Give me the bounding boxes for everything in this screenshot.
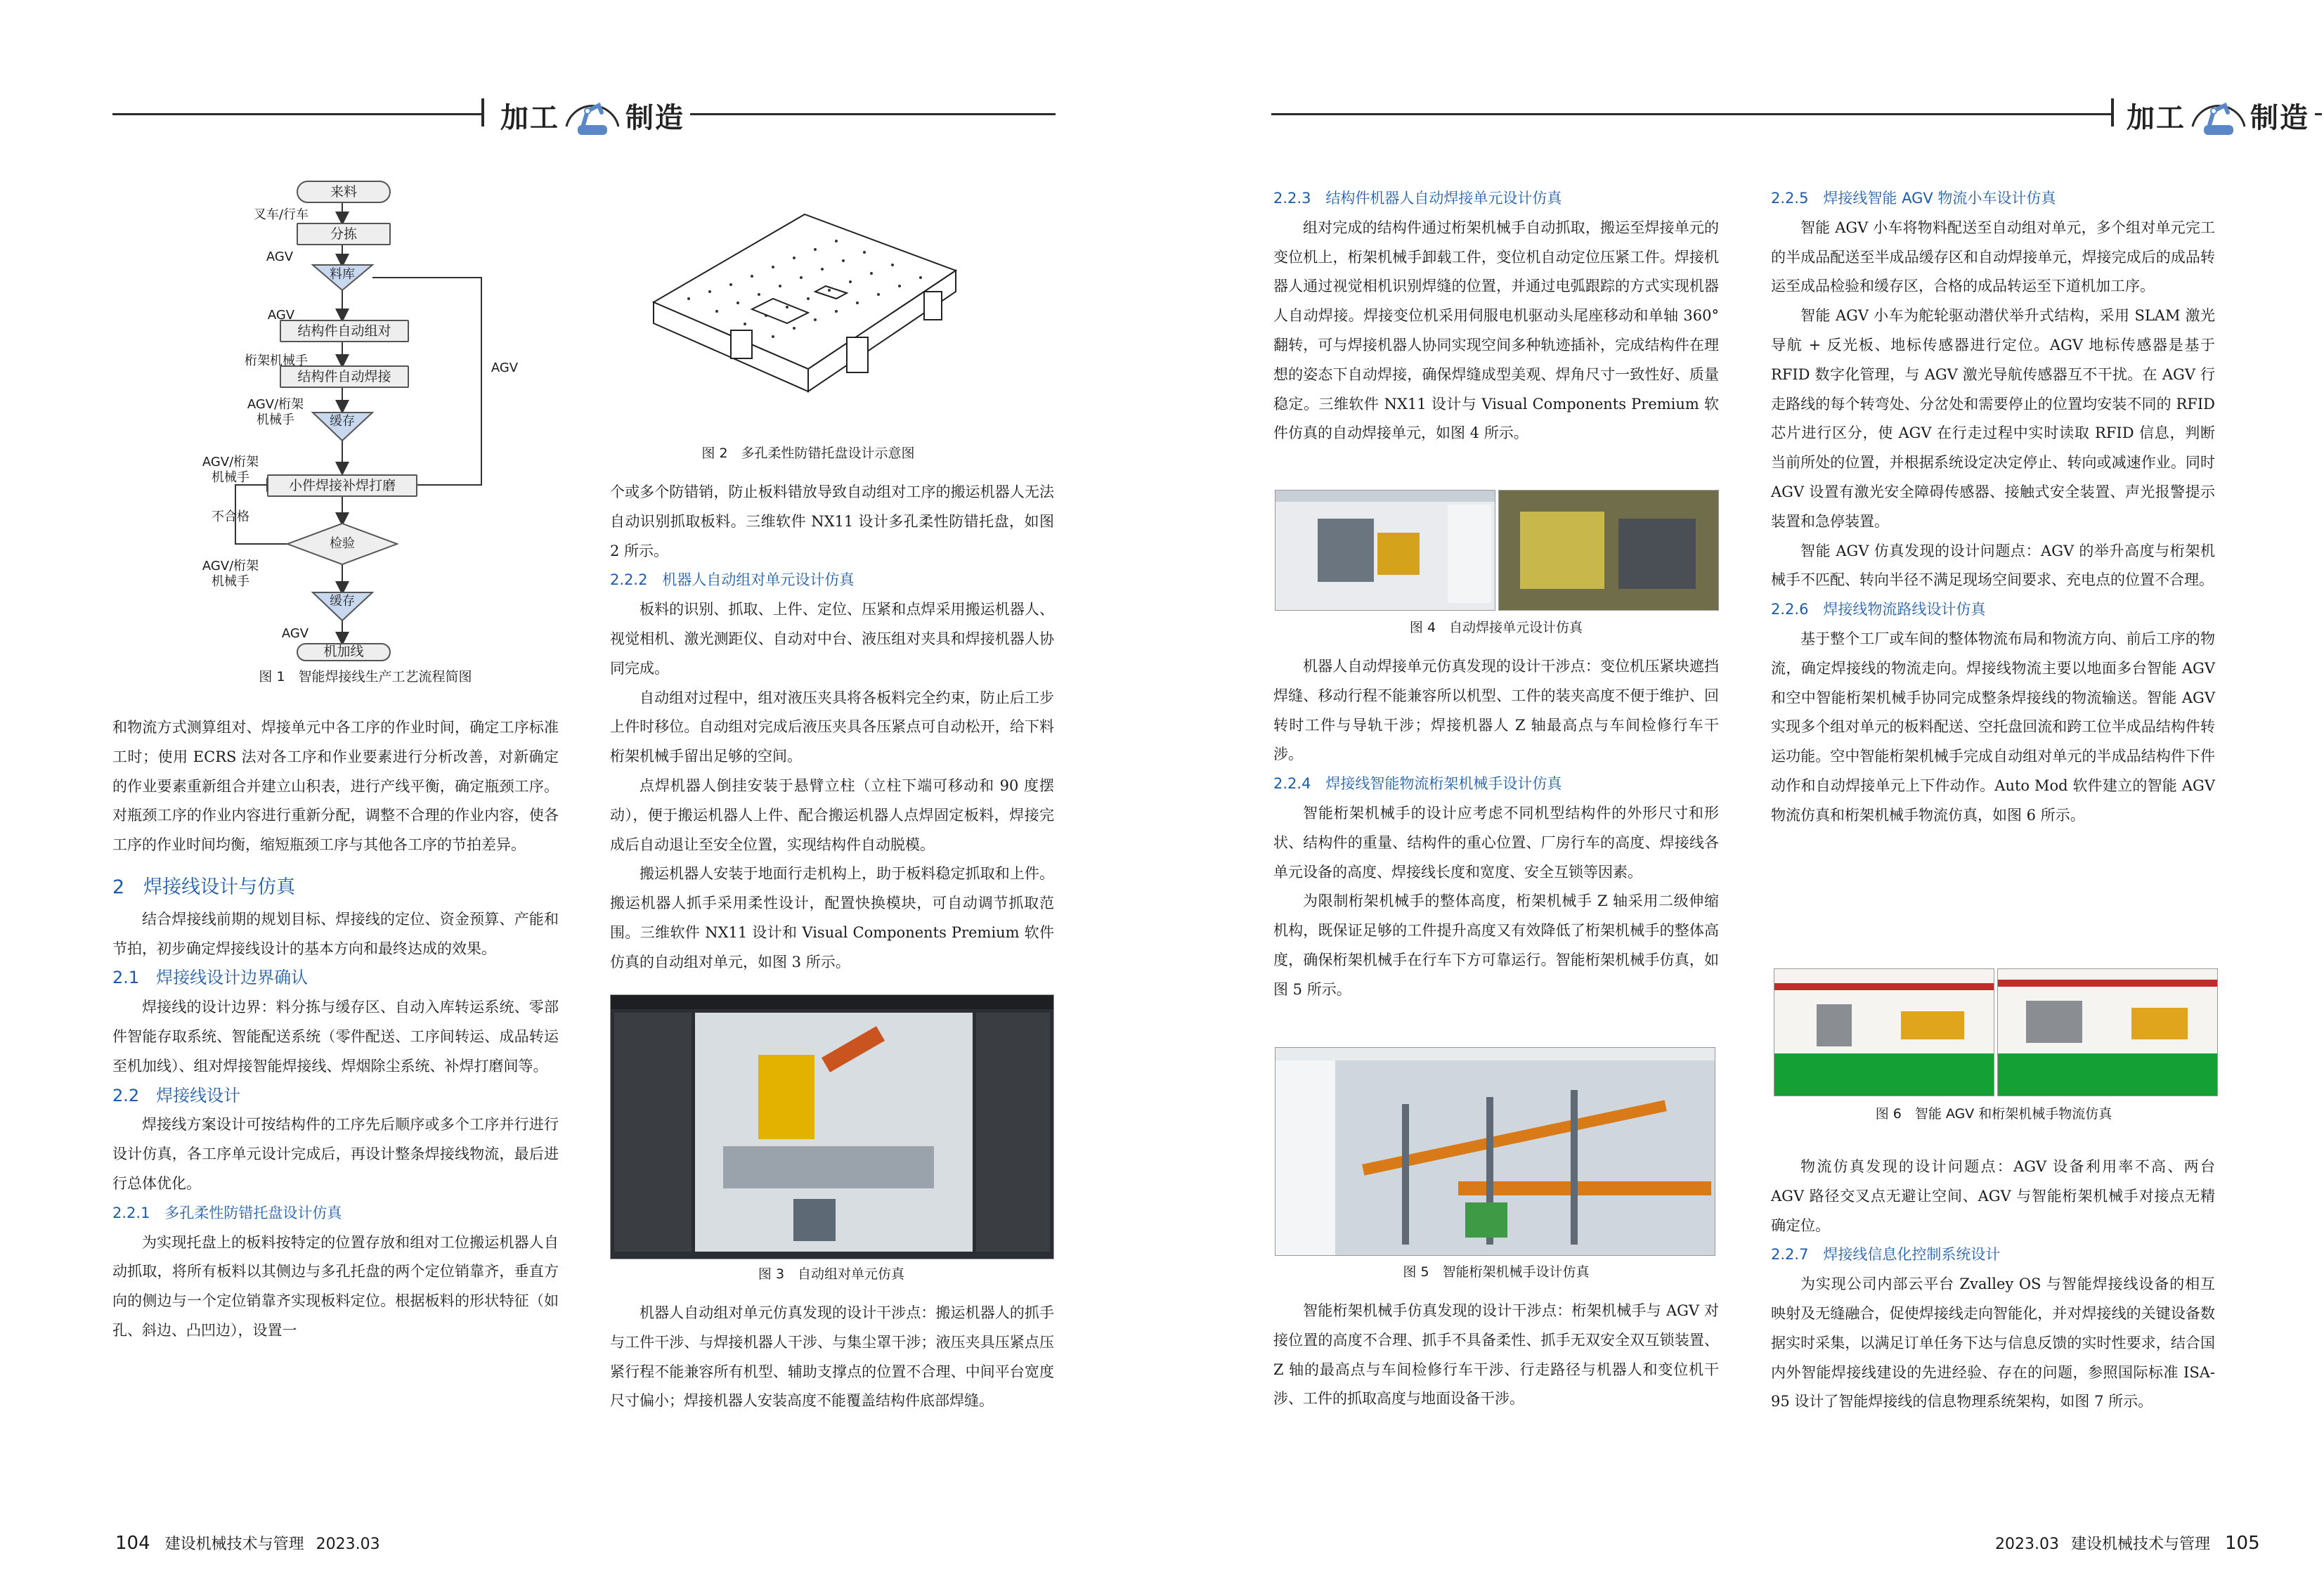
paragraph: 为实现托盘上的板料按特定的位置存放和组对工位搬运机器人自动抓取，将所有板料以其侧边与多孔托盘的两个定位销靠齐，垂直方向的侧边与一个定位销靠齐实现板料定位。根据板料的形状特征（如孔、斜边、凸凹边），设置一	[112, 1233, 559, 1339]
fig3-3d-view	[695, 1013, 973, 1252]
right-column-4-bottom	[1771, 1153, 2215, 1417]
heading-2-2-7: 2.2.7 焊接线信息化控制系统设计	[1771, 1246, 2001, 1264]
paragraph: 个或多个防错销，防止板料错放导致自动组对工序的搬运机器人无法自动识别抓取板料。三维软件 NX11 设计多孔柔性防错托盘，如图 2 所示。	[610, 484, 1054, 559]
fig3-robot-arm	[822, 1026, 885, 1072]
paragraph: 焊接线的设计边界：料分拣与缓存区、自动入库转运系统、零部件智能存取系统、智能配送系统（零件配送、工序间转运、成品转运至机加线）、组对焊接智能焊接线、焊烟除尘系统、补焊打磨间等。	[112, 999, 559, 1075]
header-word-manufacturing: 制造	[2250, 102, 2309, 134]
label-agv-3: AGV	[281, 626, 309, 641]
node-small-part-welding: 小件焊接补焊打磨	[267, 474, 417, 497]
paragraph: 智能桁架机械手的设计应考虑不同机型结构件的外形尺寸和形状、结构件的重量、结构件的重心位置、厂房行车的高度、焊接线各单元设备的高度、焊接线长度和宽度、安全互锁等因素。	[1273, 804, 1719, 881]
right-page	[1162, 0, 2324, 1577]
figure-6-left-render	[1774, 968, 1994, 1096]
heading-2-2-2: 2.2.2 机器人自动组对单元设计仿真	[610, 571, 855, 589]
figure-2-caption: 图 2 多孔柔性防错托盘设计示意图	[701, 446, 915, 461]
fig6-agv	[2131, 1008, 2188, 1039]
fig6-red-beam	[1998, 980, 2217, 987]
fig3-tree-panel	[614, 1013, 692, 1252]
fig6-floor	[1998, 1053, 2217, 1096]
footer-left	[105, 1532, 380, 1554]
node-incoming: 来料	[297, 181, 391, 203]
figure-3-caption: 图 3 自动组对单元仿真	[758, 1266, 905, 1282]
left-column-2-bottom	[610, 1299, 1054, 1416]
node-auto-assembly: 结构件自动组对	[280, 320, 409, 342]
right-column-3-top	[1273, 184, 1719, 448]
journal-name: 建设机械技术与管理	[2070, 1536, 2210, 1553]
right-column-3-bottom	[1273, 1297, 1719, 1414]
fig3-toolbar	[611, 995, 1053, 1009]
header-word-manufacturing: 制造	[625, 102, 684, 134]
figure-1-caption: 图 1 智能焊接线生产工艺流程简图	[259, 669, 472, 684]
paragraph: 板料的识别、抓取、上件、定位、压紧和点焊采用搬运机器人、视觉相机、激光测距仪、自动对中台、液压组对夹具和焊接机器人协同完成。	[610, 601, 1054, 677]
fig5-tree	[1275, 1060, 1335, 1255]
paragraph: 焊接线方案设计可按结构件的工序先后顺序或多个工序并行进行设计仿真，各工序单元设计完成后，再设计整条焊接线物流，最后进行总体优化。	[112, 1116, 559, 1192]
header-rule-left	[112, 113, 481, 115]
heading-2-1: 2.1 焊接线设计边界确认	[112, 968, 309, 988]
flowchart-figure-1	[155, 179, 576, 657]
heading-2-2-4: 2.2.4 焊接线智能物流桁架机械手设计仿真	[1273, 775, 1562, 793]
label-agv-2: AGV	[267, 308, 295, 323]
fig5-toolbar	[1275, 1048, 1715, 1060]
fig4-toolbar	[1275, 491, 1495, 502]
header-rule-right	[2315, 113, 2322, 115]
figure-4-left-screenshot	[1275, 490, 1495, 611]
node-buffer-label-1: 缓存	[330, 414, 355, 429]
label-agv-gantry-1: AGV/桁架 机械手	[247, 397, 304, 427]
footer-right	[1995, 1532, 2270, 1554]
heading-2-2: 2.2 焊接线设计	[112, 1085, 241, 1105]
header-tick	[481, 98, 484, 126]
paragraph: 组对完成的结构件通过桁架机械手自动抓取，搬运至焊接单元的变位机上，桁架机械手卸载工件，变位机自动定位压紧工件。焊接机器人通过视觉相机识别焊缝的位置，并通过电弧跟踪的方式实现机器人自动焊接。焊接变位机采用伺服电机驱动头尾座移动和单轴 360° 翻转，可与焊接机器人协同实现空间多种轨迹插补，完成结构件在理想的姿态下自动焊接，确保焊缝成型美观、焊角尺寸一致性好、质量稳定。三维软件 NX11 设计与 Visual Components Premium 软件仿真的自动焊接单元，如图 4 所示。	[1273, 219, 1719, 442]
figure-5-caption: 图 5 智能桁架机械手设计仿真	[1403, 1264, 1590, 1280]
fig4-render-robot	[1618, 519, 1696, 589]
issue: 2023.03	[1995, 1536, 2059, 1553]
figure-3-screenshot	[610, 994, 1054, 1259]
paragraph: 机器人自动焊接单元仿真发现的设计干涉点：变位机压紧块遮挡焊缝、移动行程不能兼容所以机型、工件的装夹高度不便于维护、回转时工件与导轨干涉；焊接机器人 Z 轴最高点与车间检修行车干涉。	[1273, 658, 1719, 763]
fig5-agv	[1465, 1202, 1507, 1238]
heading-2-2-6: 2.2.6 焊接线物流路线设计仿真	[1771, 601, 1986, 618]
node-machining-line: 机加线	[297, 643, 391, 661]
paragraph: 和物流方式测算组对、焊接单元中各工序的作业时间，确定工序标准工时；使用 ECRS 法对各工序和作业要素进行分析改善，对新确定的作业要素重新组合并建立山积表，进行产线平衡，确定瓶颈工序。对瓶颈工序的作业内容进行重新分配，调整不合理的作业内容，使各工序的作业时间均衡，缩短瓶颈工序与其他各工序的节拍差异。	[112, 719, 559, 854]
figure-6-caption: 图 6 智能 AGV 和桁架机械手物流仿真	[1875, 1106, 2112, 1122]
fig3-robot	[758, 1055, 814, 1139]
paragraph: 智能 AGV 仿真发现的设计问题点：AGV 的举升高度与桁架机械手不匹配、转向半径不满足现场空间要求、充电点的位置不合理。	[1771, 542, 2215, 589]
fig4-panel	[1448, 505, 1491, 603]
paragraph: 机器人自动组对单元仿真发现的设计干涉点：搬运机器人的抓手与工件干涉、与焊接机器人干涉、与集尘罩干涉；液压夹具压紧点压紧行程不能兼容所有机型、辅助支撑点的位置不合理、中间平台宽度尺寸偏小；焊接机器人安装高度不能覆盖结构件底部焊缝。	[610, 1304, 1054, 1410]
fig6-red-beam	[1774, 983, 1994, 990]
header-word-processing: 加工	[2127, 102, 2186, 134]
fig3-platform	[723, 1146, 934, 1188]
fig5-pillar	[1402, 1104, 1409, 1245]
fig6-machine	[1817, 1004, 1852, 1046]
node-inspection-label: 检验	[330, 536, 355, 551]
header-rule-left	[1271, 113, 2111, 115]
fig4-machine	[1318, 519, 1374, 582]
page-number: 105	[2225, 1533, 2260, 1554]
left-column-2-top	[610, 478, 1054, 978]
label-agv-1: AGV	[266, 249, 294, 264]
node-buffer-label-2: 缓存	[330, 594, 355, 609]
paragraph: 结合焊接线前期的规划目标、焊接线的定位、资金预算、产能和节拍，初步确定焊接线设计的基本方向和最终达成的效果。	[112, 910, 559, 957]
right-column-3-middle	[1273, 652, 1719, 1005]
fig6-agv	[1901, 1011, 1964, 1039]
paragraph: 智能 AGV 小车将物料配送至自动组对单元，多个组对单元完工的半成品配送至半成品缓存区和自动焊接单元，焊接完成后的成品转运至成品检验和缓存区，合格的成品转运至下道机加工序。	[1771, 219, 2215, 295]
header-word-processing: 加工	[500, 102, 559, 134]
fig3-properties-panel	[976, 1013, 1050, 1252]
figure-6-right-render	[1997, 968, 2218, 1096]
node-sorting: 分拣	[297, 223, 391, 245]
label-forklift: 叉车/行车	[253, 207, 309, 222]
robot-arm-logo-icon	[562, 84, 623, 145]
label-agv-gantry-2: AGV/桁架 机械手	[202, 455, 259, 485]
paragraph: 为限制桁架机械手的整体高度，桁架机械手 Z 轴采用二级伸缩机构，既保证足够的工件提升高度又有效降低了桁架机械手的整体高度，确保桁架机械手在行车下方可靠运行。智能桁架机械手仿真，如图 5 所示。	[1273, 893, 1719, 998]
label-agv-loop: AGV	[491, 361, 519, 375]
fig3-gizmo	[793, 1199, 836, 1241]
fig5-track	[1458, 1181, 1711, 1195]
right-column-4-top	[1771, 184, 2215, 831]
node-auto-welding: 结构件自动焊接	[280, 365, 409, 388]
node-storage-label: 料库	[330, 267, 355, 282]
label-unqualified: 不合格	[212, 510, 249, 524]
paragraph: 搬运机器人安装于地面行走机构上，助于板料稳定抓取和上件。搬运机器人抓手采用柔性设计，配置快换模块，可自动调节抓取范围。三维软件 NX11 设计和 Visual Components Premium 软件仿真的自动组对单元，如图 3 所示。	[610, 865, 1054, 971]
heading-2-2-3: 2.2.3 结构件机器人自动焊接单元设计仿真	[1273, 190, 1562, 207]
paragraph: 点焊机器人倒挂安装于悬臂立柱（立柱下端可移动和 90 度摆动），便于搬运机器人上件、配合搬运机器人点焊固定板料，焊接完成后自动退让至安全位置，实现结构件自动脱模。	[610, 777, 1054, 853]
header-rule-right	[690, 113, 1056, 115]
paragraph: 自动组对过程中，组对液压夹具将各板料完全约束，防止后工步上件时移位。自动组对完成后液压夹具各压紧点可自动松开，给下料桁架机械手留出足够的空间。	[610, 689, 1054, 765]
figure-2-pallet-drawing	[647, 186, 963, 418]
figure-4-right-render	[1498, 490, 1719, 611]
left-column-1	[112, 713, 559, 1346]
heading-section-2: 2 焊接线设计与仿真	[112, 876, 296, 898]
header-tick	[2111, 98, 2114, 126]
pallet-drawing-icon	[647, 186, 963, 418]
label-agv-gantry-3: AGV/桁架 机械手	[202, 559, 259, 589]
figure-4-caption: 图 4 自动焊接单元设计仿真	[1409, 620, 1583, 635]
paragraph: 基于整个工厂或车间的整体物流布局和物流方向、前后工序的物流，确定焊接线的物流走向。焊接线物流主要以地面多台智能 AGV 和空中智能桁架机械手协同完成整条焊接线的物流输送。智能 AGV 实现多个组对单元的板料配送、空托盘回流和跨工位半成品结构件转运功能。空中智能桁架机械手完成自动组对单元的半成品结构件下件动作和自动焊接单元上下件动作。Auto Mod 软件建立的智能 AGV 物流仿真和桁架机械手物流仿真，如图 6 所示。	[1771, 630, 2215, 824]
robot-arm-logo-icon	[2188, 84, 2249, 145]
paragraph: 为实现公司内部云平台 Zvalley OS 与智能焊接线设备的相互映射及无缝融合，促使焊接线走向智能化，并对焊接线的关键设备数据实时采集，以满足订单任务下达与信息反馈的实时性要求，结合国内外智能焊接线建设的先进经验、存在的问题，参照国际标准 ISA-95 设计了智能焊接线的信息物理系统架构，如图 7 所示。	[1771, 1276, 2215, 1410]
paragraph: 智能桁架机械手仿真发现的设计干涉点：桁架机械手与 AGV 对接位置的高度不合理、抓手不具备柔性、抓手无双安全双互锁装置、Z 轴的最高点与车间检修行车干涉、行走路径与机器人和变位机干涉、工件的抓取高度与地面设备干涉。	[1273, 1302, 1719, 1408]
heading-2-2-1: 2.2.1 多孔柔性防错托盘设计仿真	[112, 1204, 342, 1221]
fig4-render-structure	[1520, 512, 1604, 589]
fig6-machine	[2026, 1001, 2082, 1043]
heading-2-2-5: 2.2.5 焊接线智能 AGV 物流小车设计仿真	[1771, 190, 2056, 207]
label-gantry: 桁架机械手	[245, 353, 308, 368]
page-number: 104	[115, 1533, 150, 1554]
paragraph: 物流仿真发现的设计问题点：AGV 设备利用率不高、两台 AGV 路径交叉点无避让空间、AGV 与智能桁架机械手对接点无精确定位。	[1771, 1158, 2215, 1234]
issue: 2023.03	[316, 1536, 380, 1553]
fig6-floor	[1774, 1053, 1994, 1096]
journal-name: 建设机械技术与管理	[164, 1536, 304, 1553]
fig5-pillar	[1571, 1090, 1578, 1245]
paragraph: 智能 AGV 小车为舵轮驱动潜伏举升式结构，采用 SLAM 激光导航 + 反光板、地标传感器进行定位。AGV 地标传感器是基于 RFID 数字化管理，与 AGV 激光导航传感器互不干扰。在 AGV 行走路线的每个转弯处、分岔处和需要停止的位置均安装不同的 RFID 芯片进行区分，使 AGV 在行走过程中实时读取 RFID 信息，判断当前所处的位置，并根据系统设定决定停止、转向或减速作业。同时 AGV 设置有激光安全障碍传感器、接触式安全装置、声光报警提示装置和急停装置。	[1771, 307, 2215, 530]
fig4-positioner	[1377, 533, 1420, 575]
figure-5-screenshot	[1275, 1047, 1715, 1256]
